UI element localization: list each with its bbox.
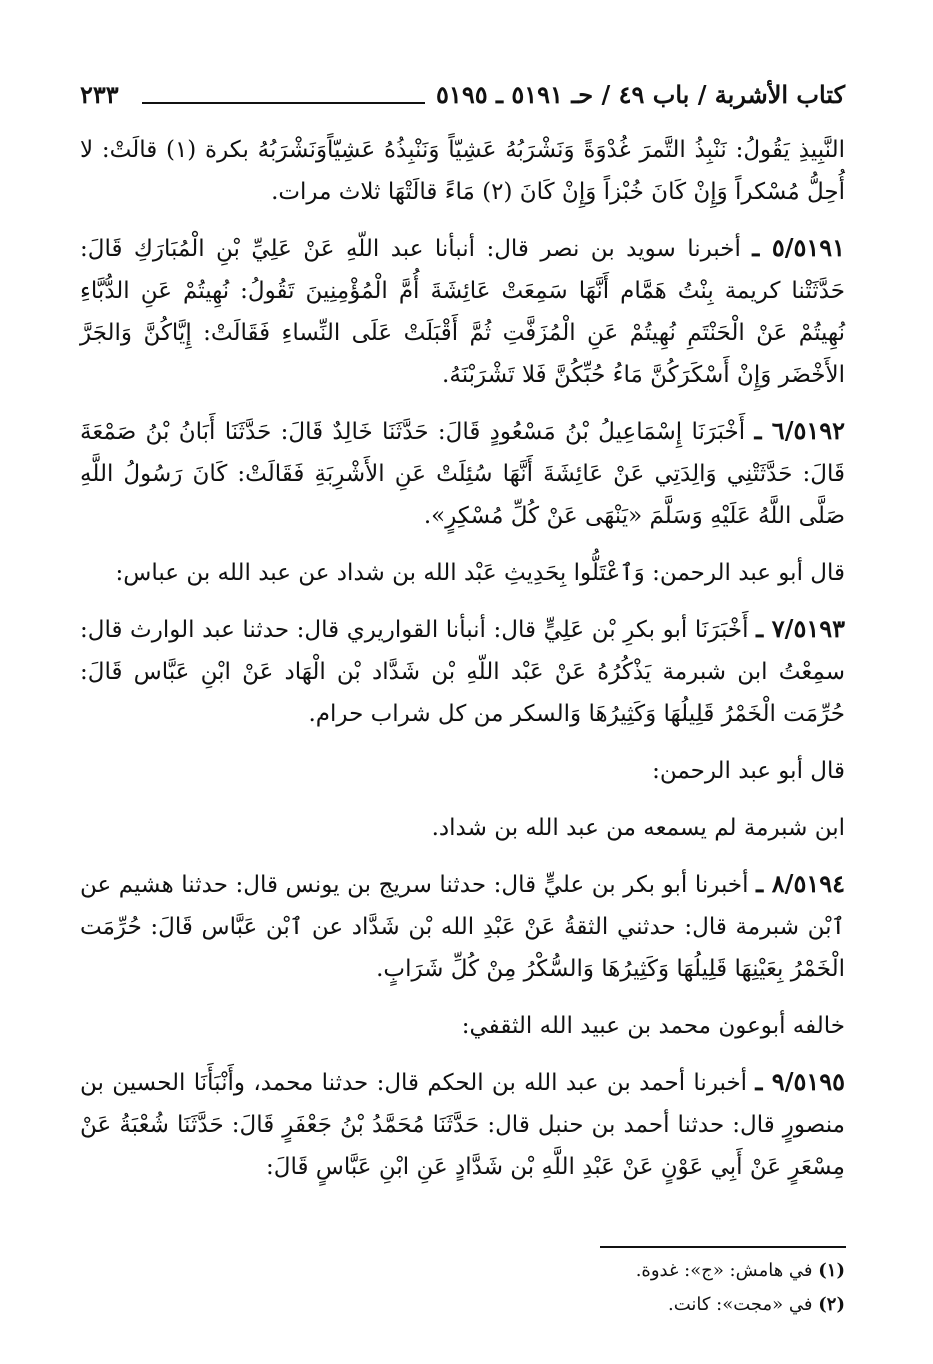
commentary-note	[80, 806, 845, 849]
hadith-number: ٥/٥١٩١ ـ	[752, 233, 846, 262]
paragraph-text: أَخْبَرَنَا إِسْمَاعِيلُ بْنُ مَسْعُودٍ قَالَ: حَدَّثَنَا خَالِدٌ قَالَ: حَدَّثَنَا أَبَانُ بْنُ صَمْعَةَ قَالَ: حَدَّثَتْنِي وَالِدَتِي عَنْ عَائِشَةَ أَنَّهَا سُئِلَتْ عَنِ الأَشْرِبَةِ فَقَالَتْ: كَانَ رَسُولُ اللَّهِ صَلَّى اللَّهُ عَلَيْهِ وَسَلَّمَ «يَنْهَى عَنْ كُلِّ مُسْكِرٍ».	[80, 419, 845, 529]
paragraph-text: ابن شبرمة لم يسمعه من عبد الله بن شداد.	[431, 815, 845, 841]
hadith-number: ٩/٥١٩٥ ـ	[755, 1067, 846, 1096]
paragraph-text: النَّبِيذِ يَقُولُ: نَنْبِذُ التَّمرَ غُدْوَةً وَنَشْرَبُهُ عَشِيّاً وَنَنْبِذُهُ عَشِيّاًوَنَشْرَبُهُ بكرة (١) قالَتْ: لا أُحِلُّ مُسْكراً وَإِنْ كَانَ خُبْزاً وَإِنْ كَانَ (٢) مَاءً قالَتْهَا ثلاث مرات.	[80, 137, 845, 205]
hadith-5192	[80, 410, 845, 537]
paragraph-text: قال أبو عبد الرحمن: وَٱعْتَلُّوا بِحَدِيثِ عَبْد الله بن شداد عن عبد الله بن عباس:	[115, 560, 845, 586]
paragraph-text: أَخْبَرَنَا أبو بكرِ بْن عَلِيٍّ قال: أنبأنا القواريري قال: حدثنا عبد الوارث قال: سمِعْتُ ابن شبرمة يَذْكُرُهُ عَنْ عَبْد اللّهِ بْن شَدَّاد بْن الْهَاد عَنْ ابْنِ عَبَّاس قَالَ: حُرِّمَت الْخَمْرُ قَلِيلُهَا وَكَثِيرُهَا وَالسكر من كل شراب حرام.	[80, 617, 845, 727]
paragraph-text: أخبرنا سويد بن نصر قال: أنبأنا عبد اللّهِ عَنْ عَلِيِّ بْنِ الْمُبَارَكِ قَالَ: حَدَّثَتْنا كريمة بِنْتُ هَمَّام أَنَّهَا سَمِعَتْ عَائِشَةَ أُمَّ الْمُؤْمِنِينَ تَقُولُ: نُهِيتُمْ عَنِ الدُّبَّاءِ نُهِيتُمْ عَنْ الْحَنْتَمِ نُهِيتُمْ عَنِ الْمُزَفَّتِ ثُمَّ أَقْبَلَتْ عَلَى النِّساءِ فَقَالَتْ: إِيَّاكُنَّ وَالجَرَّ الأَخْضَر وَإِنْ أَسْكَرَكُنَّ مَاءُ حُبِّكُنَّ فَلا تَشْرَبْنَهُ.	[80, 236, 845, 388]
footnote-rule	[600, 1246, 846, 1248]
footnote-2	[80, 1288, 845, 1322]
hadith-number: ٦/٥١٩٢ ـ	[754, 416, 846, 445]
header-rule	[142, 102, 425, 104]
hadith-5195	[80, 1061, 845, 1188]
commentary-note	[80, 551, 845, 594]
footnote-1	[80, 1254, 845, 1288]
paragraph-continuation	[80, 128, 845, 213]
hadith-number: ٨/٥١٩٤ ـ	[756, 869, 845, 898]
footnote-number: (٢)	[818, 1294, 845, 1315]
paragraph-text: أخبرنا أبو بكر بن عليٍّ قال: حدثنا سريج بن يونس قال: حدثنا هشيم عن ٱبْن شبرمة قال: حدثني الثقةُ عَنْ عَبْدِ الله بْن شَدَّاد عن ٱبْن عَبَّاس قَالَ: حُرِّمَت الْخَمْرُ بِعَيْنِهَا قَلِيلُهَا وَكَثِيرُهَا وَالسُّكْرُ مِنْ كُلِّ شَرَابٍ.	[80, 872, 845, 982]
page-number: ٢٣٣	[80, 80, 119, 109]
hadith-5194	[80, 863, 845, 990]
hadith-5191	[80, 227, 845, 396]
footnote-text: في هامش: «ج»: غدوة.	[635, 1260, 813, 1281]
hadith-number: ٧/٥١٩٣ ـ	[756, 614, 845, 643]
running-header	[80, 80, 845, 116]
commentary-heading	[80, 749, 845, 792]
paragraph-text: قال أبو عبد الرحمن:	[652, 758, 845, 784]
chapter-title: كتاب الأشربة / باب ٤٩ / حـ ٥١٩١ ـ ٥١٩٥	[436, 80, 845, 109]
paragraph-text: أخبرنا أحمد بن عبد الله بن الحكم قال: حدثنا محمد، وأَنْبَأَنَا الحسين بن منصورٍ قال: حدثنا أحمد بن حنبل قال: حَدَّثَنَا مُحَمَّدُ بْنُ جَعْفَرٍ قَالَ: حَدَّثَنَا شُعْبَةُ عَنْ مِسْعَرٍ عَنْ أَبِي عَوْنٍ عَنْ عَبْدِ اللَّهِ بْن شَدَّادٍ عَنِ ابْنِ عَبَّاسٍ قَالَ:	[80, 1070, 845, 1180]
page-body	[80, 128, 845, 1202]
paragraph-text: خالفه أبوعون محمد بن عبيد الله الثقفي:	[461, 1013, 845, 1039]
footnotes	[80, 1254, 845, 1322]
commentary-note	[80, 1004, 845, 1047]
footnote-text: في «مجت»: كانت.	[667, 1294, 813, 1315]
hadith-5193	[80, 608, 845, 735]
footnote-number: (١)	[818, 1260, 845, 1281]
